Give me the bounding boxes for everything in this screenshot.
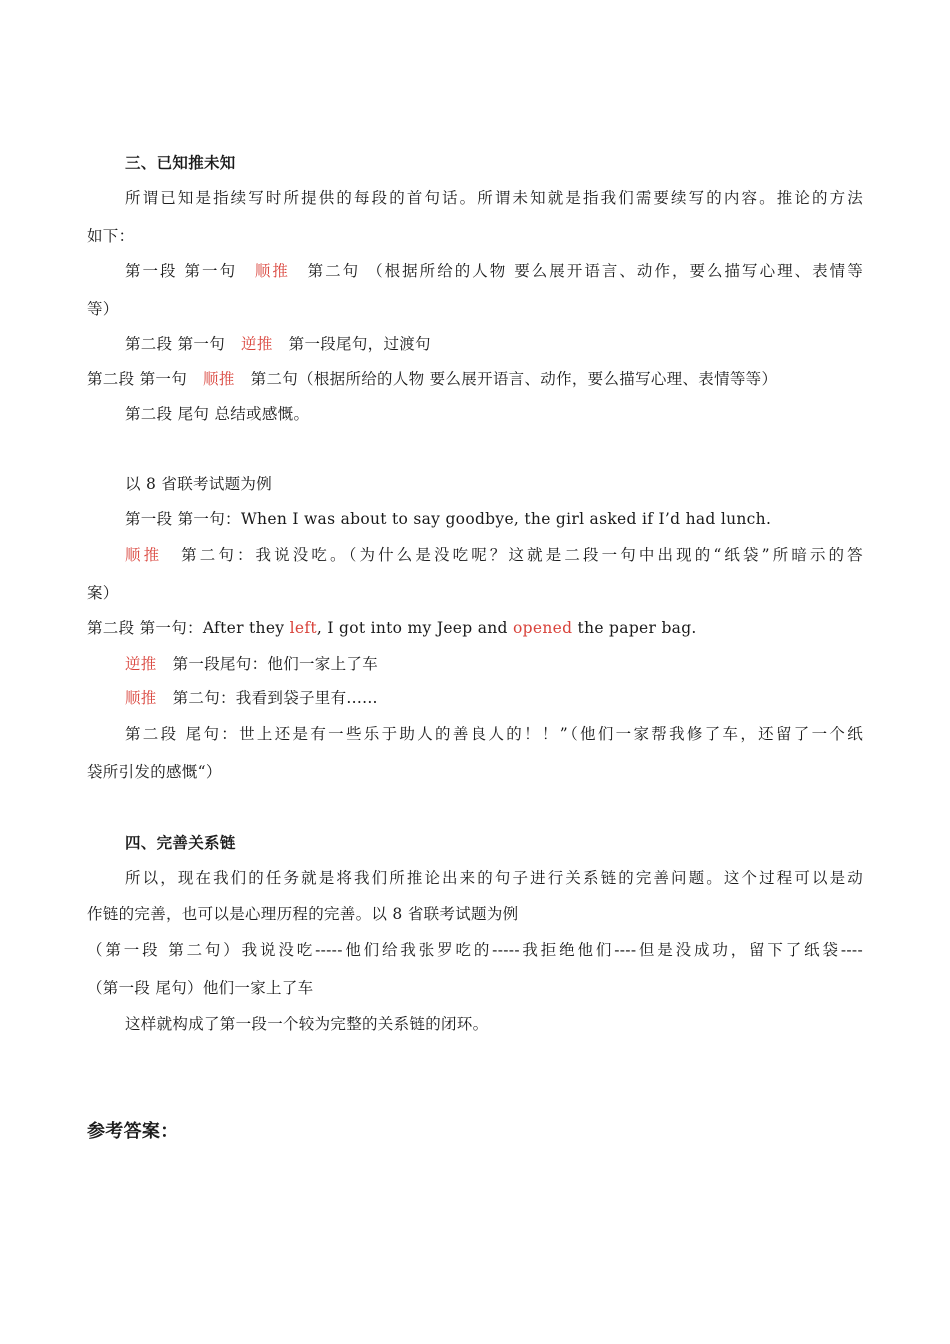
s3-rule-1-target: 第二句 （根据所给的人物 要么展开语言、动作，要么描写心理、表情等 xyxy=(305,262,863,280)
s3-rule-2-method: 逆推 xyxy=(241,335,273,353)
s3-intro-line-2: 如下： xyxy=(87,227,135,245)
example-p2-text-b: , I got into my Jeep and xyxy=(316,619,513,637)
s3-rule-1-position: 第一段 第一句 xyxy=(125,262,238,280)
example-push-forward-2-text: 第二句：我看到袋子里有...... xyxy=(172,689,378,707)
s4-text-line-1: 所以，现在我们的任务就是将我们所推论出来的句子进行关系链的完善问题。这个过程可以是动 xyxy=(125,869,863,887)
s3-rule-1-method: 顺推 xyxy=(253,262,290,280)
s3-rule-1-cont: 等） xyxy=(87,300,119,318)
s3-rule-4: 第二段 尾句 总结或感慨。 xyxy=(125,405,310,423)
example-para-2-sentence-1 xyxy=(87,618,697,638)
example-p2-highlight-left: left xyxy=(289,619,317,637)
example-push-forward-1-method: 顺推 xyxy=(125,546,163,564)
s3-rule-2 xyxy=(125,334,431,354)
s3-rule-3 xyxy=(87,369,777,389)
example-last-sentence-cont: 袋所引发的感慨“） xyxy=(87,763,222,781)
s3-rule-3-method: 顺推 xyxy=(203,370,235,388)
section-4-heading: 四、完善关系链 xyxy=(125,833,236,852)
example-p2-text-c: the paper bag. xyxy=(572,619,697,637)
reference-answer-heading: 参考答案： xyxy=(87,1121,179,1142)
s4-conclusion: 这样就构成了第一段一个较为完整的关系链的闭环。 xyxy=(125,1015,489,1033)
example-push-back-text: 第一段尾句：他们一家上了车 xyxy=(172,655,379,673)
s3-rule-2-position: 第二段 第一句 xyxy=(125,335,226,353)
example-p2-highlight-opened: opened xyxy=(513,619,573,637)
s4-chain-line-1: （第一段 第二句）我说没吃-----他们给我张罗吃的-----我拒绝他们----但是没成功，留下了纸袋---- xyxy=(87,941,863,959)
example-last-sentence: 第二段 尾句：世上还是有一些乐于助人的善良人的！！”（他们一家帮我修了车，还留了一个纸 xyxy=(125,725,863,743)
s3-rule-1 xyxy=(125,261,863,281)
s3-rule-3-target: 第二句（根据所给的人物 要么展开语言、动作，要么描写心理、表情等等） xyxy=(250,370,778,388)
example-p2-text-a: 第二段 第一句：After they xyxy=(87,619,290,637)
section-3-heading: 三、已知推未知 xyxy=(125,153,236,172)
example-push-forward-1-text: 第二句：我说没吃。（为什么是没吃呢？这就是二段一句中出现的“纸袋”所暗示的答 xyxy=(178,546,863,564)
example-push-forward-2-method: 顺推 xyxy=(125,689,157,707)
example-title: 以 8 省联考试题为例 xyxy=(125,475,273,493)
s3-rule-2-target: 第一段尾句，过渡句 xyxy=(288,335,431,353)
example-push-forward-1 xyxy=(125,545,863,565)
s3-intro-line-1: 所谓已知是指续写时所提供的每段的首句话。所谓未知就是指我们需要续写的内容。推论的方法 xyxy=(125,189,863,207)
s3-rule-3-position: 第二段 第一句 xyxy=(87,370,188,388)
example-push-back xyxy=(125,654,378,674)
example-para-1-sentence-1: 第一段 第一句：When I was about to say goodbye, the girl asked if I’d had lunch. xyxy=(125,510,772,528)
example-push-forward-2 xyxy=(125,688,378,708)
example-push-forward-1-cont: 案） xyxy=(87,584,119,602)
example-push-back-method: 逆推 xyxy=(125,655,157,673)
s4-chain-line-2: （第一段 尾句）他们一家上了车 xyxy=(87,979,314,997)
s4-text-line-2: 作链的完善，也可以是心理历程的完善。以 8 省联考试题为例 xyxy=(87,905,519,923)
